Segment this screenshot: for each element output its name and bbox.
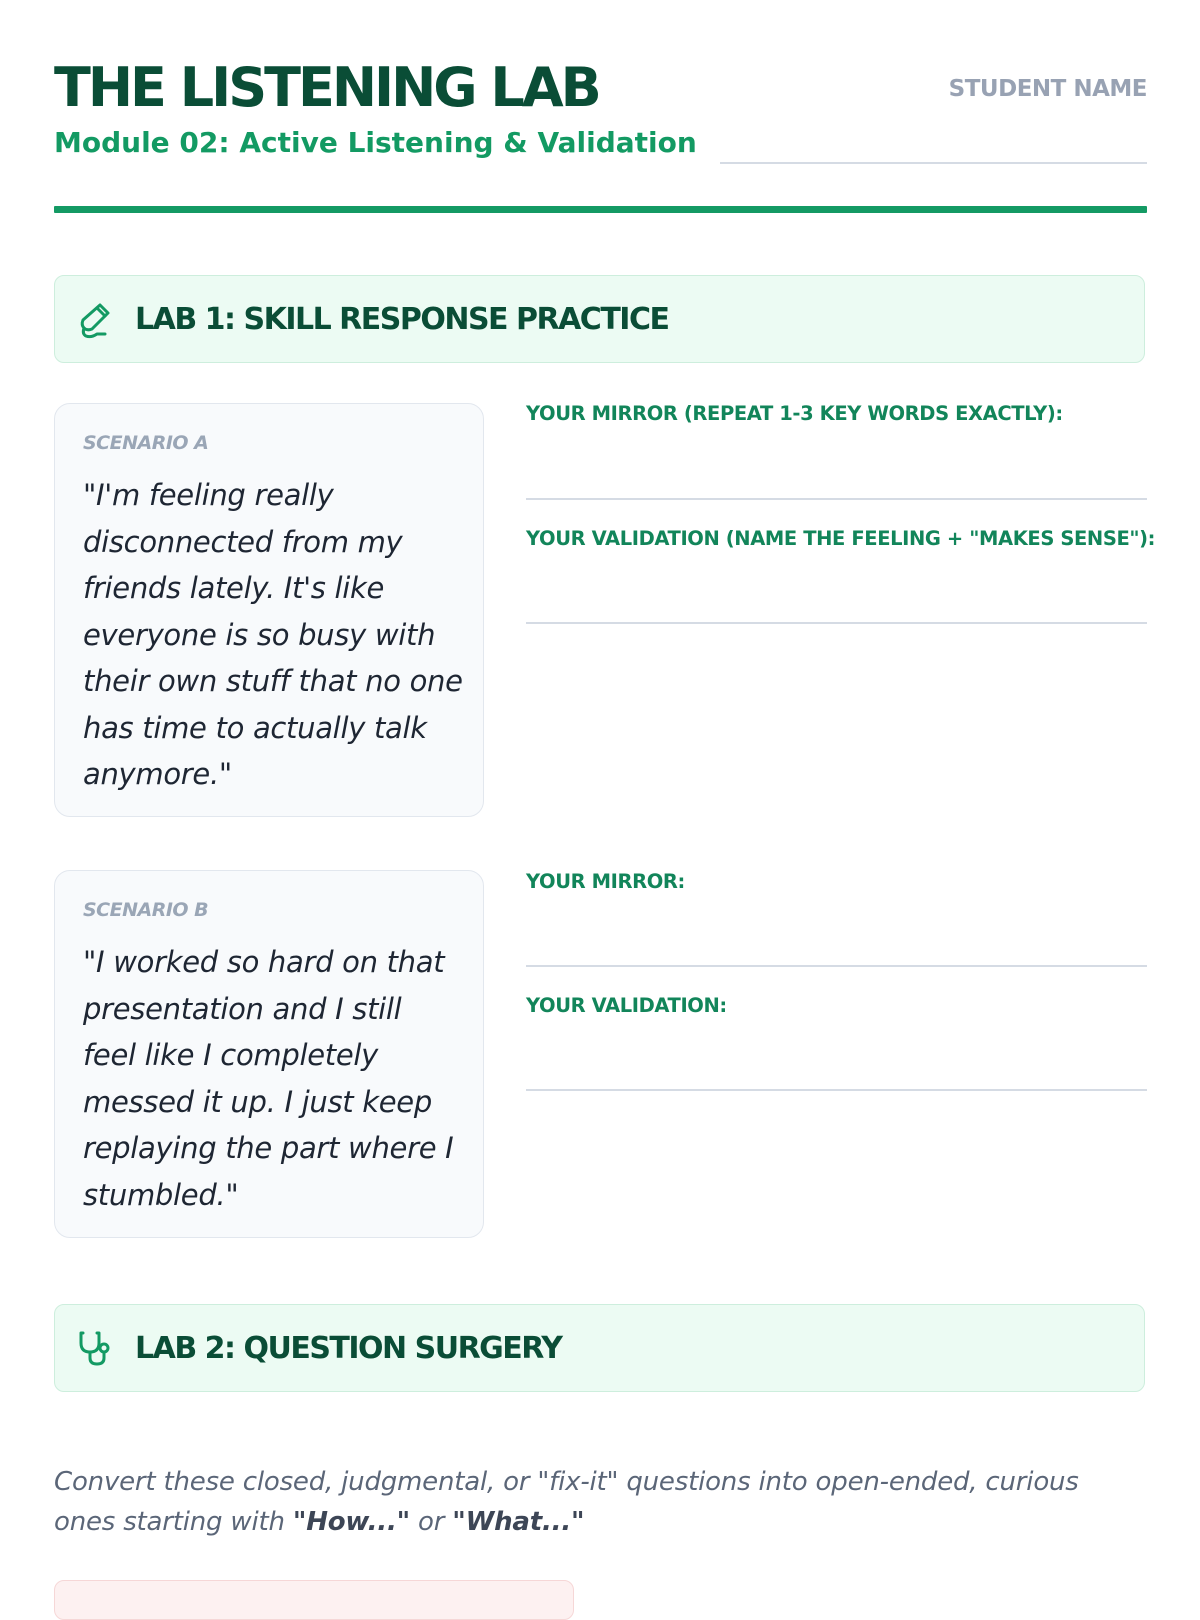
instructions-what: "What..." [452, 1507, 585, 1537]
scenario-b-validation-field[interactable] [526, 1089, 1147, 1091]
scenario-b-card [54, 870, 484, 1238]
page-title: THE LISTENING LAB [54, 56, 599, 119]
scenario-a-quote: "I'm feeling really disconnected from my friends lately. It's like everyone is so busy with their own stuff that no one has time to actually talk anymore." [83, 478, 463, 791]
lab1-section-header [54, 275, 1145, 363]
scenario-a-validation-label: YOUR VALIDATION (NAME THE FEELING + "MAKES SENSE"): [526, 527, 1156, 550]
scenario-b-mirror-label: YOUR MIRROR: [526, 870, 685, 893]
scenario-a-card [54, 403, 484, 817]
scenario-a-mirror-label: YOUR MIRROR (REPEAT 1-3 KEY WORDS EXACTLY): [526, 402, 1063, 425]
module-subtitle: Module 02: Active Listening & Validation [54, 126, 697, 159]
instructions-text: Convert these closed, judgmental, or "fix-it" questions into open-ended, curious ones starting with [54, 1467, 1079, 1537]
scenario-b-tag: SCENARIO B [83, 899, 209, 921]
worksheet-page [54, 0, 1156, 1600]
lab2-title: LAB 2: QUESTION SURGERY [135, 1331, 562, 1366]
lab2-instructions [54, 1462, 1147, 1542]
lab2-section-header [54, 1304, 1145, 1392]
stethoscope-icon [77, 1327, 117, 1369]
scenario-b-validation-label: YOUR VALIDATION: [526, 994, 727, 1017]
scenario-b-mirror-field[interactable] [526, 965, 1147, 967]
student-name-field[interactable] [720, 162, 1147, 164]
scenario-a-validation-field[interactable] [526, 622, 1147, 624]
instructions-how: "How..." [292, 1507, 410, 1537]
question-card [54, 1580, 574, 1620]
instructions-or: or [409, 1507, 453, 1537]
scenario-a-mirror-field[interactable] [526, 498, 1147, 500]
student-name-label: STUDENT NAME [948, 76, 1147, 102]
scenario-b-quote: "I worked so hard on that presentation and I still feel like I completely messed it up. I just keep replaying the part where I stumbled." [83, 945, 454, 1212]
lab1-title: LAB 1: SKILL RESPONSE PRACTICE [135, 302, 669, 337]
scenario-a-tag: SCENARIO A [83, 432, 209, 454]
header-divider [54, 206, 1147, 213]
pencil-icon [77, 298, 117, 340]
